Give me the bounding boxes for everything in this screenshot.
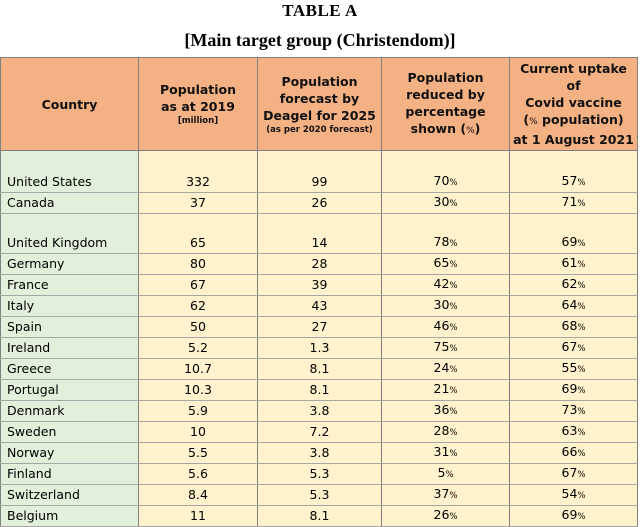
country-cell: Italy bbox=[1, 296, 139, 317]
vaccine-cell: 55% bbox=[510, 359, 638, 380]
population-cell: 62 bbox=[139, 296, 258, 317]
table-subtitle: [Main target group (Christendom)] bbox=[184, 30, 456, 50]
table-title: TABLE A bbox=[282, 1, 358, 20]
spacer-row bbox=[1, 151, 638, 173]
reduced-cell: 46% bbox=[382, 317, 510, 338]
table-row bbox=[1, 254, 638, 275]
reduced-cell: 30% bbox=[382, 193, 510, 214]
table-row bbox=[1, 443, 638, 464]
vaccine-cell: 57% bbox=[510, 172, 638, 193]
percent-sign: % bbox=[577, 239, 586, 249]
percent-sign: % bbox=[577, 407, 586, 417]
reduced-cell: 65% bbox=[382, 254, 510, 275]
percent-sign: % bbox=[577, 302, 586, 312]
country-cell: Spain bbox=[1, 317, 139, 338]
spacer-cell bbox=[382, 151, 510, 173]
table-row bbox=[1, 338, 638, 359]
forecast-cell: 99 bbox=[258, 172, 382, 193]
population-cell: 50 bbox=[139, 317, 258, 338]
percent-sign: % bbox=[449, 281, 458, 291]
percent-sign: % bbox=[449, 365, 458, 375]
forecast-cell: 26 bbox=[258, 193, 382, 214]
spacer-cell bbox=[382, 214, 510, 234]
country-cell: Ireland bbox=[1, 338, 139, 359]
percent-sign: % bbox=[445, 470, 454, 480]
reduced-cell: 5% bbox=[382, 464, 510, 485]
population-cell: 65 bbox=[139, 233, 258, 254]
percent-sign: % bbox=[577, 260, 586, 270]
country-cell: Portugal bbox=[1, 380, 139, 401]
vaccine-cell: 69% bbox=[510, 380, 638, 401]
population-cell: 8.4 bbox=[139, 485, 258, 506]
percent-sign: % bbox=[449, 199, 458, 209]
country-cell: Canada bbox=[1, 193, 139, 214]
vaccine-cell: 68% bbox=[510, 317, 638, 338]
header-row bbox=[1, 58, 638, 151]
population-cell: 5.6 bbox=[139, 464, 258, 485]
forecast-cell: 28 bbox=[258, 254, 382, 275]
country-cell: Sweden bbox=[1, 422, 139, 443]
population-cell: 10.3 bbox=[139, 380, 258, 401]
vaccine-cell: 67% bbox=[510, 464, 638, 485]
reduced-cell: 78% bbox=[382, 233, 510, 254]
country-cell: United Kingdom bbox=[1, 233, 139, 254]
spacer-cell bbox=[139, 214, 258, 234]
forecast-cell: 3.8 bbox=[258, 443, 382, 464]
percent-sign: % bbox=[577, 470, 586, 480]
country-cell: Switzerland bbox=[1, 485, 139, 506]
table-row bbox=[1, 317, 638, 338]
percent-sign: % bbox=[449, 178, 458, 188]
forecast-cell: 43 bbox=[258, 296, 382, 317]
country-cell: France bbox=[1, 275, 139, 296]
percent-sign: % bbox=[577, 178, 586, 188]
header-forecast-note: (as per 2020 forecast) bbox=[266, 124, 373, 135]
table-row bbox=[1, 275, 638, 296]
spacer-cell bbox=[510, 214, 638, 234]
table-row bbox=[1, 359, 638, 380]
population-cell: 5.9 bbox=[139, 401, 258, 422]
spacer-cell bbox=[139, 151, 258, 173]
percent-sign: % bbox=[449, 323, 458, 333]
header-forecast: Population forecast by Deagel for 2025 (as per 2020 forecast) bbox=[258, 58, 382, 151]
percent-sign: % bbox=[577, 449, 586, 459]
percent-sign: % bbox=[577, 344, 586, 354]
spacer-cell bbox=[258, 214, 382, 234]
forecast-cell: 5.3 bbox=[258, 464, 382, 485]
vaccine-cell: 69% bbox=[510, 233, 638, 254]
vaccine-cell: 63% bbox=[510, 422, 638, 443]
percent-sign: % bbox=[577, 491, 586, 501]
vaccine-cell: 73% bbox=[510, 401, 638, 422]
percent-sign: % bbox=[577, 386, 586, 396]
percent-sign: % bbox=[449, 449, 458, 459]
percent-sign: % bbox=[449, 428, 458, 438]
percent-sign: % bbox=[577, 323, 586, 333]
vaccine-cell: 69% bbox=[510, 506, 638, 527]
reduced-cell: 21% bbox=[382, 380, 510, 401]
vaccine-cell: 54% bbox=[510, 485, 638, 506]
reduced-cell: 37% bbox=[382, 485, 510, 506]
population-cell: 332 bbox=[139, 172, 258, 193]
population-cell: 10 bbox=[139, 422, 258, 443]
country-cell: Belgium bbox=[1, 506, 139, 527]
table-body bbox=[1, 151, 638, 527]
table-row bbox=[1, 172, 638, 193]
forecast-cell: 27 bbox=[258, 317, 382, 338]
population-cell: 5.2 bbox=[139, 338, 258, 359]
table-row bbox=[1, 296, 638, 317]
spacer-cell bbox=[1, 214, 139, 234]
percent-sign: % bbox=[577, 512, 586, 522]
vaccine-cell: 67% bbox=[510, 338, 638, 359]
percent-sign: % bbox=[449, 302, 458, 312]
percent-sign: % bbox=[449, 386, 458, 396]
percent-sign: % bbox=[449, 260, 458, 270]
table-row bbox=[1, 193, 638, 214]
table-row bbox=[1, 485, 638, 506]
forecast-cell: 3.8 bbox=[258, 401, 382, 422]
vaccine-cell: 66% bbox=[510, 443, 638, 464]
data-table bbox=[0, 57, 638, 527]
reduced-cell: 36% bbox=[382, 401, 510, 422]
vaccine-cell: 64% bbox=[510, 296, 638, 317]
header-vaccine: Current uptake of Covid vaccine (% population) at 1 August 2021 bbox=[510, 58, 638, 151]
forecast-cell: 7.2 bbox=[258, 422, 382, 443]
table-row bbox=[1, 401, 638, 422]
header-population: Population as at 2019 [million] bbox=[139, 58, 258, 151]
population-cell: 37 bbox=[139, 193, 258, 214]
country-cell: Denmark bbox=[1, 401, 139, 422]
country-cell: Greece bbox=[1, 359, 139, 380]
reduced-cell: 30% bbox=[382, 296, 510, 317]
spacer-row bbox=[1, 214, 638, 234]
table-row bbox=[1, 422, 638, 443]
percent-sign: % bbox=[449, 512, 458, 522]
percent-sign: % bbox=[577, 428, 586, 438]
reduced-cell: 26% bbox=[382, 506, 510, 527]
reduced-cell: 70% bbox=[382, 172, 510, 193]
forecast-cell: 5.3 bbox=[258, 485, 382, 506]
percent-sign: % bbox=[449, 407, 458, 417]
header-population-unit: [million] bbox=[177, 116, 219, 126]
forecast-cell: 14 bbox=[258, 233, 382, 254]
reduced-cell: 75% bbox=[382, 338, 510, 359]
table-row bbox=[1, 506, 638, 527]
reduced-cell: 42% bbox=[382, 275, 510, 296]
spacer-cell bbox=[258, 151, 382, 173]
reduced-cell: 28% bbox=[382, 422, 510, 443]
table-row bbox=[1, 464, 638, 485]
forecast-cell: 8.1 bbox=[258, 359, 382, 380]
country-cell: Norway bbox=[1, 443, 139, 464]
reduced-cell: 31% bbox=[382, 443, 510, 464]
percent-sign: % bbox=[577, 281, 586, 291]
forecast-cell: 39 bbox=[258, 275, 382, 296]
forecast-cell: 8.1 bbox=[258, 380, 382, 401]
spacer-cell bbox=[510, 151, 638, 173]
country-cell: United States bbox=[1, 172, 139, 193]
header-reduced: Population reduced by percentage shown (%) bbox=[382, 58, 510, 151]
header-country: Country bbox=[1, 58, 139, 151]
percent-sign: % bbox=[449, 344, 458, 354]
country-cell: Finland bbox=[1, 464, 139, 485]
forecast-cell: 1.3 bbox=[258, 338, 382, 359]
vaccine-cell: 71% bbox=[510, 193, 638, 214]
percent-sign: % bbox=[449, 491, 458, 501]
vaccine-cell: 61% bbox=[510, 254, 638, 275]
population-cell: 10.7 bbox=[139, 359, 258, 380]
vaccine-cell: 62% bbox=[510, 275, 638, 296]
reduced-cell: 24% bbox=[382, 359, 510, 380]
percent-sign: % bbox=[577, 365, 586, 375]
spacer-cell bbox=[1, 151, 139, 173]
table-row bbox=[1, 380, 638, 401]
population-cell: 11 bbox=[139, 506, 258, 527]
percent-sign: % bbox=[449, 239, 458, 249]
forecast-cell: 8.1 bbox=[258, 506, 382, 527]
population-cell: 80 bbox=[139, 254, 258, 275]
population-cell: 5.5 bbox=[139, 443, 258, 464]
population-cell: 67 bbox=[139, 275, 258, 296]
table-row bbox=[1, 233, 638, 254]
country-cell: Germany bbox=[1, 254, 139, 275]
percent-sign: % bbox=[577, 199, 586, 209]
